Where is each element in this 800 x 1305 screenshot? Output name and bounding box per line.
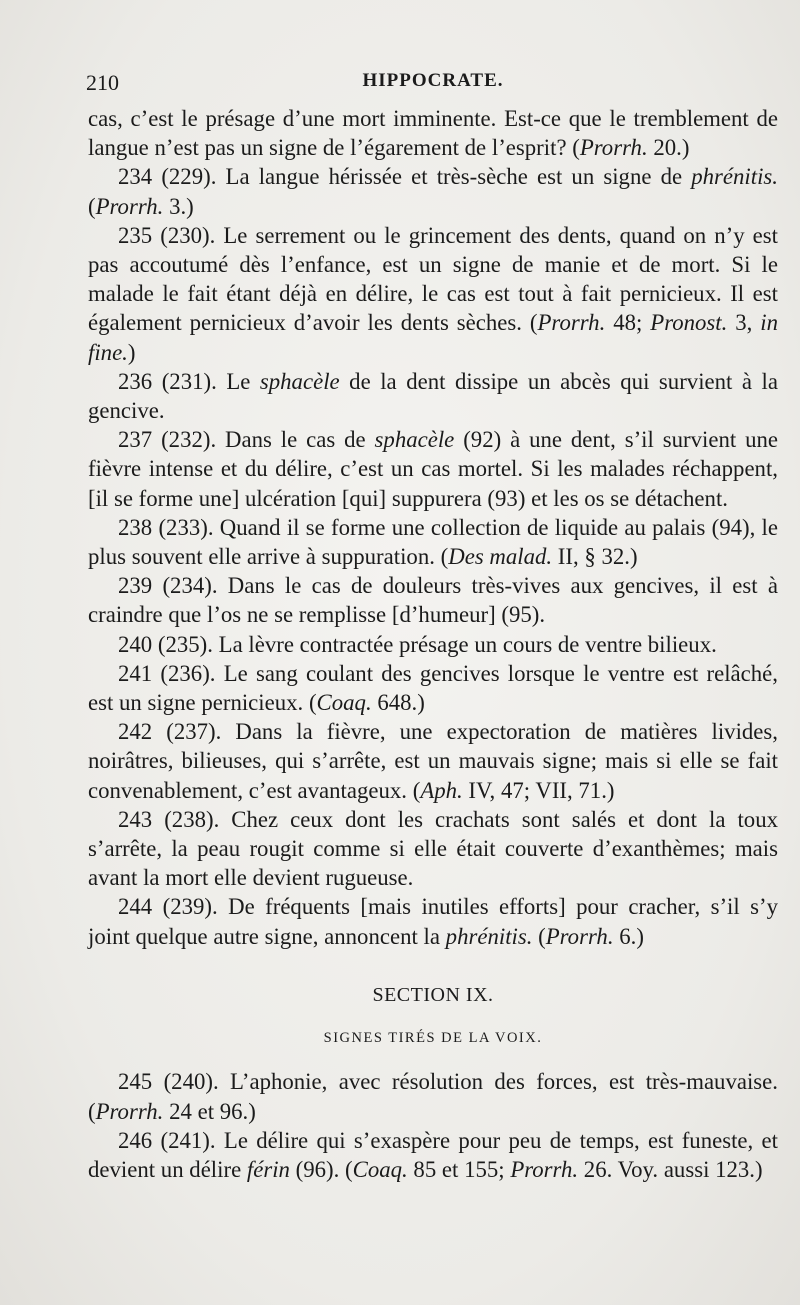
text-fragment: 237 (232). Dans le cas de [118, 427, 375, 453]
italic-text: Aph. [420, 777, 463, 803]
text-fragment: 245 (240). L’aphonie, avec résolution des forces, est très-mauvaise. ( [88, 1069, 778, 1124]
text-fragment: ( [88, 193, 96, 219]
text-fragment: 20.) [647, 135, 690, 161]
italic-text: Prorrh. [95, 1098, 164, 1124]
text-fragment: 240 (235). La lèvre contractée présage un cours de ventre bilieux. [118, 631, 717, 657]
text-fragment: de la dent dissipe un abcès qui survient à la gencive. [88, 368, 778, 424]
italic-text: sphacèle [259, 368, 340, 394]
text-fragment: 243 (238). Chez ceux dont les crachats sont salés et dont la toux s’arrête, la peau rougit comme si elle était couverte d’exanthèmes; mais avant la mort elle devient rugueuse. [88, 806, 778, 891]
paragraph [88, 1067, 778, 1125]
italic-text: in fine. [88, 310, 779, 365]
text-fragment: IV, 47; VII, 71.) [462, 777, 615, 803]
paragraph [88, 892, 778, 950]
running-title: HIPPOCRATE. [362, 70, 504, 91]
text-fragment: 26. Voy. aussi 123.) [578, 1156, 763, 1182]
text-fragment: 24 et 96.) [163, 1098, 256, 1124]
italic-text: férin [246, 1156, 290, 1182]
text-fragment: 241 (236). Le sang coulant des gencives lorsque le ventre est relâché, est un signe pernicieux. ( [88, 660, 778, 716]
text-fragment: II, § 32.) [552, 544, 638, 570]
italic-text: Pronost. [650, 310, 728, 336]
italic-text: phrénitis. [691, 164, 778, 190]
text-fragment: 648.) [371, 690, 425, 716]
italic-text: Prorrh. [510, 1156, 579, 1182]
paragraph [88, 805, 778, 893]
paragraph [88, 630, 778, 659]
paragraph [88, 425, 778, 513]
text-fragment: ) [127, 339, 136, 365]
paragraph [88, 1126, 778, 1184]
italic-text: sphacèle [374, 427, 455, 453]
paragraph [88, 571, 778, 629]
paragraphs-after-section [88, 1067, 778, 1184]
body-text [88, 104, 778, 1184]
text-fragment: 85 et 155; [407, 1156, 511, 1182]
text-fragment: 6.) [613, 923, 644, 949]
text-fragment: 246 (241). Le délire qui s’exaspère pour peu de temps, est funeste, et devient un délire [88, 1127, 778, 1182]
text-fragment: 239 (234). Dans le cas de douleurs très-vives aux gencives, il est à craindre que l’os ne se remplisse [d’humeur] (95). [88, 573, 778, 628]
italic-text: Coaq. [352, 1156, 408, 1182]
paragraph [88, 659, 778, 717]
page-number: 210 [86, 70, 119, 95]
page-header [86, 70, 780, 100]
italic-text: phrénitis. [445, 923, 533, 949]
text-fragment: 234 (229). La langue hérissée et très-sèche est un signe de [118, 164, 692, 190]
text-fragment: 3.) [163, 193, 194, 219]
text-fragment: 244 (239). De fréquents [mais inutiles efforts] pour cracher, s’il s’y joint quelque autre signe, annoncent la [88, 894, 778, 949]
section-subtitle: SIGNES TIRÉS DE LA VOIX. [323, 1030, 543, 1047]
italic-text: Prorrh. [537, 310, 606, 336]
text-fragment: cas, c’est le présage d’une mort imminente. Est-ce que le tremblement de langue n’est pas un signe de l’égarement de l’esprit? ( [88, 106, 778, 161]
text-fragment: 238 (233). Quand il se forme une collection de liquide au palais (94), le plus souvent elle arrive à suppuration. ( [88, 514, 778, 570]
text-fragment: 242 (237). Dans la fièvre, une expectoration de matières livides, noirâtres, bilieuses, qui s’arrête, est un mauvais signe; mais si elle se fait convenablement, c’est avantageux. ( [88, 719, 778, 803]
paragraph [88, 104, 778, 162]
text-fragment: (92) à une dent, s’il survient une fièvre intense et du délire, c’est un cas mortel. Si les malades réchappent, [il se forme une] ulcération [qui] suppurera (93) et les os se détachent. [88, 427, 778, 511]
text-fragment: ( [532, 923, 546, 949]
text-fragment: 48; [605, 310, 651, 336]
italic-text: Prorrh. [579, 135, 648, 161]
text-fragment: 235 (230). Le serrement ou le grincement des dents, quand on n’y est pas accoutumé dès l’enfance, est un signe de manie et de mort. Si le malade le fait étant déjà en délire, le cas est tout à fait pernicieux. Il est également pernicieux d’avoir les dents sèches. ( [88, 222, 778, 336]
text-fragment: (96). ( [289, 1156, 353, 1182]
paragraph [88, 717, 778, 805]
paragraph [88, 367, 778, 425]
text-fragment: 236 (231). Le [118, 368, 260, 394]
paragraph [88, 221, 778, 367]
section-title: SECTION IX. [372, 983, 494, 1006]
paragraph [88, 162, 778, 220]
paragraphs-before-section [88, 104, 778, 951]
italic-text: Des malad. [448, 544, 553, 570]
italic-text: Prorrh. [545, 923, 614, 949]
paragraph [88, 513, 778, 571]
italic-text: Prorrh. [95, 193, 164, 219]
italic-text: Coaq. [316, 690, 372, 716]
text-fragment: 3, [727, 310, 761, 336]
